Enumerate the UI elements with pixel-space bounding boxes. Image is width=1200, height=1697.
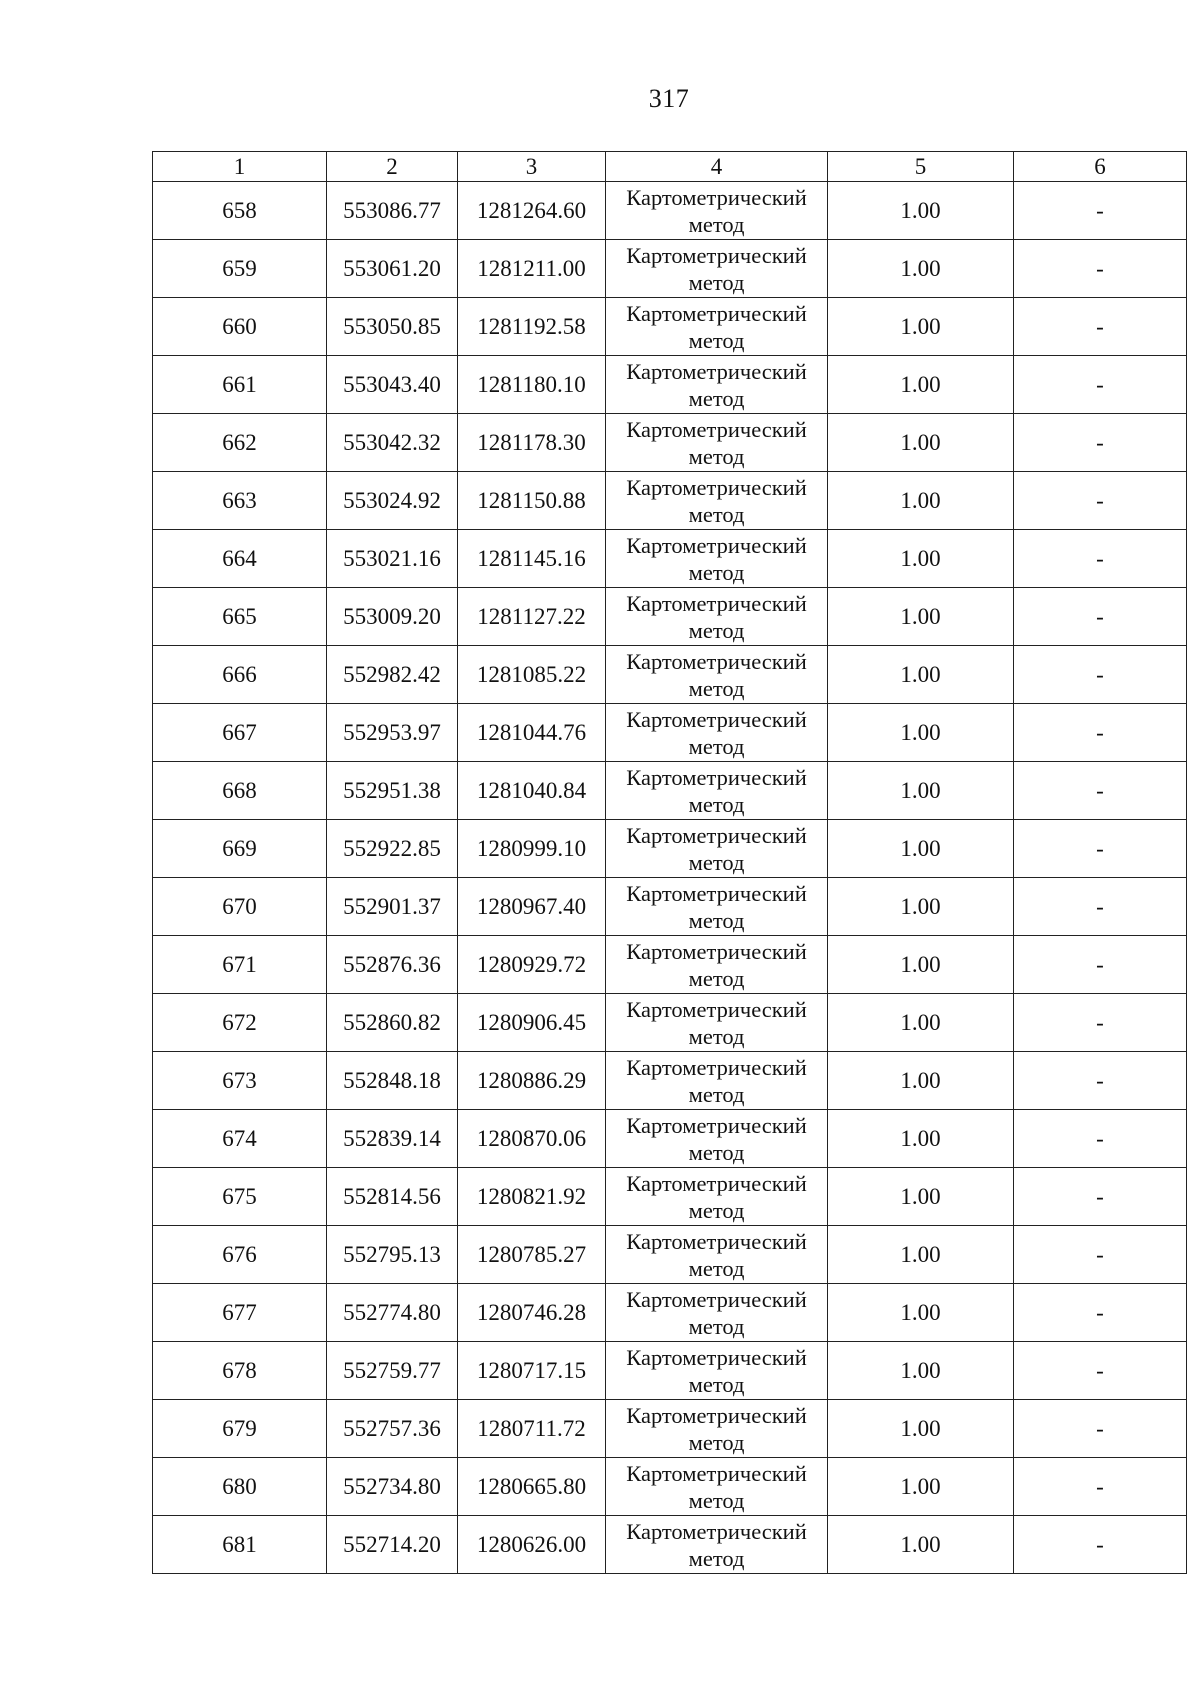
table-row [153, 1284, 1187, 1342]
note-cell: - [1014, 1400, 1187, 1458]
y-coordinate-cell: 1280999.10 [458, 820, 606, 878]
x-coordinate-cell: 553009.20 [327, 588, 458, 646]
x-coordinate-cell: 552922.85 [327, 820, 458, 878]
point-number-cell: 661 [153, 356, 327, 414]
y-coordinate-cell: 1280870.06 [458, 1110, 606, 1168]
accuracy-cell: 1.00 [828, 994, 1014, 1052]
point-number-cell: 662 [153, 414, 327, 472]
x-coordinate-cell: 552795.13 [327, 1226, 458, 1284]
accuracy-cell: 1.00 [828, 820, 1014, 878]
note-cell: - [1014, 1284, 1187, 1342]
y-coordinate-cell: 1280711.72 [458, 1400, 606, 1458]
x-coordinate-cell: 552901.37 [327, 878, 458, 936]
method-cell: Картометрический метод [606, 762, 828, 820]
table-row [153, 1400, 1187, 1458]
accuracy-cell: 1.00 [828, 1342, 1014, 1400]
table-row [153, 240, 1187, 298]
point-number-cell: 659 [153, 240, 327, 298]
point-number-cell: 681 [153, 1516, 327, 1574]
method-cell: Картометрический метод [606, 298, 828, 356]
y-coordinate-cell: 1280821.92 [458, 1168, 606, 1226]
column-header-3: 3 [458, 152, 606, 182]
y-coordinate-cell: 1280665.80 [458, 1458, 606, 1516]
accuracy-cell: 1.00 [828, 1458, 1014, 1516]
table-row [153, 414, 1187, 472]
method-cell: Картометрический метод [606, 1168, 828, 1226]
accuracy-cell: 1.00 [828, 1284, 1014, 1342]
accuracy-cell: 1.00 [828, 1168, 1014, 1226]
point-number-cell: 674 [153, 1110, 327, 1168]
y-coordinate-cell: 1280906.45 [458, 994, 606, 1052]
note-cell: - [1014, 704, 1187, 762]
accuracy-cell: 1.00 [828, 240, 1014, 298]
table-row [153, 936, 1187, 994]
y-coordinate-cell: 1281044.76 [458, 704, 606, 762]
method-cell: Картометрический метод [606, 1226, 828, 1284]
point-number-cell: 675 [153, 1168, 327, 1226]
column-header-2: 2 [327, 152, 458, 182]
x-coordinate-cell: 553024.92 [327, 472, 458, 530]
y-coordinate-cell: 1281180.10 [458, 356, 606, 414]
header-row [153, 152, 1187, 182]
method-cell: Картометрический метод [606, 588, 828, 646]
note-cell: - [1014, 298, 1187, 356]
table-row [153, 1226, 1187, 1284]
method-cell: Картометрический метод [606, 820, 828, 878]
table-row [153, 762, 1187, 820]
y-coordinate-cell: 1281211.00 [458, 240, 606, 298]
x-coordinate-cell: 552951.38 [327, 762, 458, 820]
table-row [153, 1052, 1187, 1110]
table-row [153, 994, 1187, 1052]
coordinates-table [152, 151, 1187, 1574]
table-row [153, 182, 1187, 240]
table-row [153, 1110, 1187, 1168]
y-coordinate-cell: 1280746.28 [458, 1284, 606, 1342]
x-coordinate-cell: 552774.80 [327, 1284, 458, 1342]
y-coordinate-cell: 1281264.60 [458, 182, 606, 240]
x-coordinate-cell: 552953.97 [327, 704, 458, 762]
table-row [153, 298, 1187, 356]
method-cell: Картометрический метод [606, 414, 828, 472]
point-number-cell: 669 [153, 820, 327, 878]
y-coordinate-cell: 1280886.29 [458, 1052, 606, 1110]
note-cell: - [1014, 588, 1187, 646]
method-cell: Картометрический метод [606, 1110, 828, 1168]
table-row [153, 588, 1187, 646]
accuracy-cell: 1.00 [828, 762, 1014, 820]
column-header-1: 1 [153, 152, 327, 182]
accuracy-cell: 1.00 [828, 936, 1014, 994]
note-cell: - [1014, 1342, 1187, 1400]
point-number-cell: 666 [153, 646, 327, 704]
table-row [153, 356, 1187, 414]
x-coordinate-cell: 552759.77 [327, 1342, 458, 1400]
table-row [153, 1168, 1187, 1226]
table-row [153, 1458, 1187, 1516]
method-cell: Картометрический метод [606, 704, 828, 762]
note-cell: - [1014, 1226, 1187, 1284]
x-coordinate-cell: 553086.77 [327, 182, 458, 240]
note-cell: - [1014, 1052, 1187, 1110]
note-cell: - [1014, 530, 1187, 588]
method-cell: Картометрический метод [606, 472, 828, 530]
y-coordinate-cell: 1280785.27 [458, 1226, 606, 1284]
method-cell: Картометрический метод [606, 182, 828, 240]
point-number-cell: 677 [153, 1284, 327, 1342]
x-coordinate-cell: 553043.40 [327, 356, 458, 414]
table-row [153, 646, 1187, 704]
x-coordinate-cell: 552848.18 [327, 1052, 458, 1110]
column-header-5: 5 [828, 152, 1014, 182]
note-cell: - [1014, 762, 1187, 820]
y-coordinate-cell: 1281040.84 [458, 762, 606, 820]
method-cell: Картометрический метод [606, 936, 828, 994]
method-cell: Картометрический метод [606, 1342, 828, 1400]
note-cell: - [1014, 878, 1187, 936]
x-coordinate-cell: 553042.32 [327, 414, 458, 472]
page-number: 317 [648, 84, 690, 113]
x-coordinate-cell: 553050.85 [327, 298, 458, 356]
point-number-cell: 679 [153, 1400, 327, 1458]
point-number-cell: 673 [153, 1052, 327, 1110]
note-cell: - [1014, 240, 1187, 298]
accuracy-cell: 1.00 [828, 298, 1014, 356]
method-cell: Картометрический метод [606, 1458, 828, 1516]
accuracy-cell: 1.00 [828, 1052, 1014, 1110]
method-cell: Картометрический метод [606, 240, 828, 298]
point-number-cell: 671 [153, 936, 327, 994]
method-cell: Картометрический метод [606, 994, 828, 1052]
x-coordinate-cell: 552876.36 [327, 936, 458, 994]
column-header-6: 6 [1014, 152, 1187, 182]
method-cell: Картометрический метод [606, 1052, 828, 1110]
accuracy-cell: 1.00 [828, 530, 1014, 588]
note-cell: - [1014, 820, 1187, 878]
method-cell: Картометрический метод [606, 356, 828, 414]
point-number-cell: 664 [153, 530, 327, 588]
note-cell: - [1014, 994, 1187, 1052]
accuracy-cell: 1.00 [828, 704, 1014, 762]
table-row [153, 1516, 1187, 1574]
x-coordinate-cell: 553021.16 [327, 530, 458, 588]
accuracy-cell: 1.00 [828, 1400, 1014, 1458]
y-coordinate-cell: 1280929.72 [458, 936, 606, 994]
accuracy-cell: 1.00 [828, 182, 1014, 240]
point-number-cell: 680 [153, 1458, 327, 1516]
y-coordinate-cell: 1281150.88 [458, 472, 606, 530]
note-cell: - [1014, 1168, 1187, 1226]
accuracy-cell: 1.00 [828, 646, 1014, 704]
point-number-cell: 672 [153, 994, 327, 1052]
x-coordinate-cell: 552860.82 [327, 994, 458, 1052]
y-coordinate-cell: 1280967.40 [458, 878, 606, 936]
point-number-cell: 660 [153, 298, 327, 356]
table-row [153, 1342, 1187, 1400]
y-coordinate-cell: 1281127.22 [458, 588, 606, 646]
method-cell: Картометрический метод [606, 1284, 828, 1342]
point-number-cell: 658 [153, 182, 327, 240]
point-number-cell: 676 [153, 1226, 327, 1284]
note-cell: - [1014, 1458, 1187, 1516]
method-cell: Картометрический метод [606, 646, 828, 704]
note-cell: - [1014, 936, 1187, 994]
accuracy-cell: 1.00 [828, 588, 1014, 646]
note-cell: - [1014, 182, 1187, 240]
accuracy-cell: 1.00 [828, 878, 1014, 936]
y-coordinate-cell: 1281085.22 [458, 646, 606, 704]
table-row [153, 704, 1187, 762]
point-number-cell: 663 [153, 472, 327, 530]
note-cell: - [1014, 1110, 1187, 1168]
x-coordinate-cell: 552714.20 [327, 1516, 458, 1574]
note-cell: - [1014, 646, 1187, 704]
table-body [153, 182, 1187, 1574]
x-coordinate-cell: 552982.42 [327, 646, 458, 704]
point-number-cell: 665 [153, 588, 327, 646]
method-cell: Картометрический метод [606, 1516, 828, 1574]
y-coordinate-cell: 1280626.00 [458, 1516, 606, 1574]
note-cell: - [1014, 472, 1187, 530]
accuracy-cell: 1.00 [828, 1110, 1014, 1168]
method-cell: Картометрический метод [606, 530, 828, 588]
point-number-cell: 667 [153, 704, 327, 762]
column-header-4: 4 [606, 152, 828, 182]
x-coordinate-cell: 553061.20 [327, 240, 458, 298]
table-row [153, 530, 1187, 588]
y-coordinate-cell: 1281145.16 [458, 530, 606, 588]
table-row [153, 472, 1187, 530]
accuracy-cell: 1.00 [828, 414, 1014, 472]
point-number-cell: 678 [153, 1342, 327, 1400]
point-number-cell: 668 [153, 762, 327, 820]
x-coordinate-cell: 552814.56 [327, 1168, 458, 1226]
y-coordinate-cell: 1281192.58 [458, 298, 606, 356]
method-cell: Картометрический метод [606, 878, 828, 936]
method-cell: Картометрический метод [606, 1400, 828, 1458]
y-coordinate-cell: 1280717.15 [458, 1342, 606, 1400]
point-number-cell: 670 [153, 878, 327, 936]
x-coordinate-cell: 552734.80 [327, 1458, 458, 1516]
table-row [153, 820, 1187, 878]
note-cell: - [1014, 414, 1187, 472]
x-coordinate-cell: 552839.14 [327, 1110, 458, 1168]
accuracy-cell: 1.00 [828, 356, 1014, 414]
note-cell: - [1014, 356, 1187, 414]
table-row [153, 878, 1187, 936]
accuracy-cell: 1.00 [828, 1226, 1014, 1284]
x-coordinate-cell: 552757.36 [327, 1400, 458, 1458]
y-coordinate-cell: 1281178.30 [458, 414, 606, 472]
table-header [153, 152, 1187, 182]
accuracy-cell: 1.00 [828, 1516, 1014, 1574]
note-cell: - [1014, 1516, 1187, 1574]
accuracy-cell: 1.00 [828, 472, 1014, 530]
